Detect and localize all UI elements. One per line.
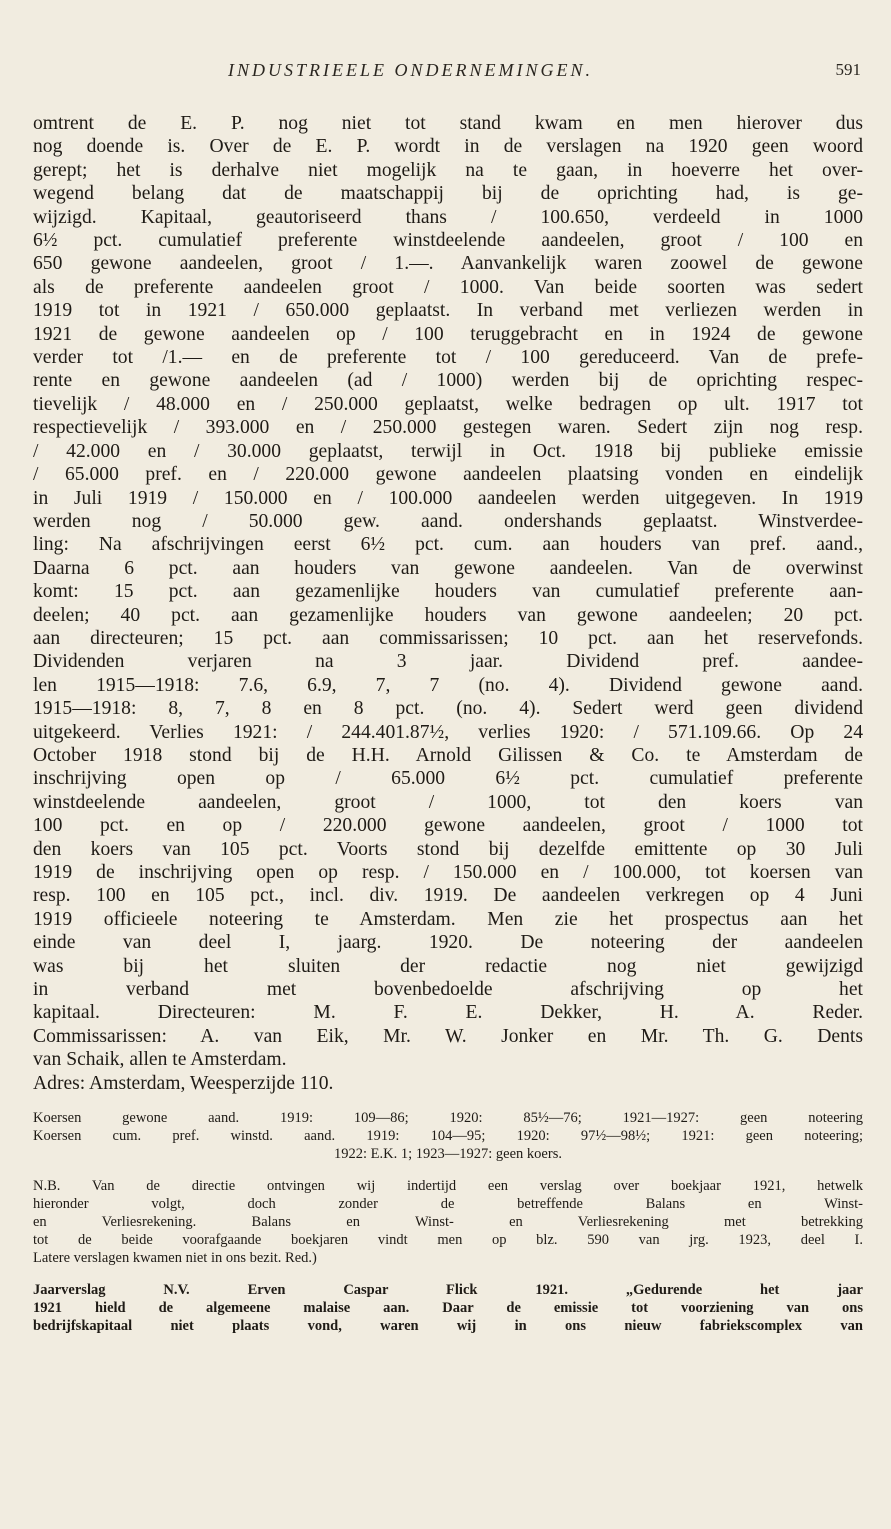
jaarverslag-line: bedrijfskapitaal niet plaats vond, waren wij in ons nieuw fabriekscomplex van — [33, 1318, 863, 1334]
running-title: INDUSTRIEELE ONDERNEMINGEN. — [228, 60, 593, 80]
body-line: len 1915—1918: 7.6, 6.9, 7, 7 (no. 4). Dividend gewone aand. — [33, 674, 863, 696]
body-line: in verband met bovenbedoelde afschrijving op het — [33, 979, 863, 1001]
body-line: 1919 officieele noteering te Amsterdam. Men zie het prospectus aan het — [33, 908, 863, 930]
body-line: October 1918 stond bij de H.H. Arnold Gilissen & Co. te Amsterdam de — [33, 744, 863, 766]
body-line: rente en gewone aandeelen (ad / 1000) werden bij de oprichting respec- — [33, 370, 863, 392]
body-line: inschrijving open op / 65.000 6½ pct. cumulatief preferente — [33, 768, 863, 790]
body-line: winstdeelende aandeelen, groot / 1000, tot den koers van — [33, 791, 863, 813]
body-line: aan directeuren; 15 pct. aan commissarissen; 10 pct. aan het reservefonds. — [33, 627, 863, 649]
body-line: wijzigd. Kapitaal, geautoriseerd thans / 100.650, verdeeld in 1000 — [33, 206, 863, 228]
body-line: van Schaik, allen te Amsterdam. — [33, 1049, 287, 1071]
body-line: Daarna 6 pct. aan houders van gewone aandeelen. Van de overwinst — [33, 557, 863, 579]
koersen-line: Koersen cum. pref. winstd. aand. 1919: 104—95; 1920: 97½—98½; 1921: geen noteering; — [33, 1128, 863, 1144]
koersen-line: Koersen gewone aand. 1919: 109—86; 1920: 85½—76; 1921—1927: geen noteering — [33, 1110, 863, 1126]
body-line: kapitaal. Directeuren: M. F. E. Dekker, H. A. Reder. — [33, 1002, 863, 1024]
body-line: einde van deel I, jaarg. 1920. De noteering der aandeelen — [33, 932, 863, 954]
body-line: / 65.000 pref. en / 220.000 gewone aandeelen plaatsing vonden en eindelijk — [33, 464, 863, 486]
body-line: werden nog / 50.000 gew. aand. ondershands geplaatst. Winstverdee- — [33, 510, 863, 532]
body-line: als de preferente aandeelen groot / 1000. Van beide soorten was sedert — [33, 276, 863, 298]
body-line: Dividenden verjaren na 3 jaar. Dividend pref. aandee- — [33, 651, 863, 673]
body-line: Adres: Amsterdam, Weesperzijde 110. — [33, 1072, 334, 1094]
body-line: / 42.000 en / 30.000 geplaatst, terwijl in Oct. 1918 bij publieke emissie — [33, 440, 863, 462]
body-line: 6½ pct. cumulatief preferente winstdeelende aandeelen, groot / 100 en — [33, 230, 863, 252]
nb-line: N.B. Van de directie ontvingen wij indertijd een verslag over boekjaar 1921, hetwelk — [33, 1178, 863, 1194]
jaarverslag-excerpt — [33, 1281, 863, 1335]
body-line: deelen; 40 pct. aan gezamenlijke houders van gewone aandeelen; 20 pct. — [33, 604, 863, 626]
koersen-section — [33, 1109, 863, 1163]
body-line: was bij het sluiten der redactie nog niet gewijzigd — [33, 955, 863, 977]
running-header — [0, 60, 891, 84]
body-line: respectievelijk / 393.000 en / 250.000 gestegen waren. Sedert zijn nog resp. — [33, 417, 863, 439]
koersen-line: 1922: E.K. 1; 1923—1927: geen koers. — [334, 1146, 562, 1162]
body-text — [33, 112, 863, 1095]
nb-line: hieronder volgt, doch zonder de betreffende Balans en Winst- — [33, 1196, 863, 1212]
jaarverslag-line: Jaarverslag N.V. Erven Caspar Flick 1921. „Gedurende het jaar — [33, 1282, 863, 1298]
nb-line: Latere verslagen kwamen niet in ons bezit. Red.) — [33, 1250, 317, 1266]
body-line: komt: 15 pct. aan gezamenlijke houders van cumulatief preferente aan- — [33, 581, 863, 603]
body-line: in Juli 1919 / 150.000 en / 100.000 aandeelen werden uitgegeven. In 1919 — [33, 487, 863, 509]
body-line: den koers van 105 pct. Voorts stond bij dezelfde emittente op 30 Juli — [33, 838, 863, 860]
jaarverslag-line: 1921 hield de algemeene malaise aan. Daar de emissie tot voorziening van ons — [33, 1300, 863, 1316]
body-line: 100 pct. en op / 220.000 gewone aandeelen, groot / 1000 tot — [33, 815, 863, 837]
body-line: omtrent de E. P. nog niet tot stand kwam en men hierover dus — [33, 113, 863, 134]
body-line: uitgekeerd. Verlies 1921: / 244.401.87½, verlies 1920: / 571.109.66. Op 24 — [33, 721, 863, 743]
body-line: 1915—1918: 8, 7, 8 en 8 pct. (no. 4). Sedert werd geen dividend — [33, 698, 863, 720]
nb-line: en Verliesrekening. Balans en Winst- en Verliesrekening met betrekking — [33, 1214, 863, 1230]
body-line: 650 gewone aandeelen, groot / 1.—. Aanvankelijk waren zoowel de gewone — [33, 253, 863, 275]
body-line: tievelijk / 48.000 en / 250.000 geplaatst, welke bedragen op ult. 1917 tot — [33, 393, 863, 415]
body-line: 1919 tot in 1921 / 650.000 geplaatst. In verband met verliezen werden in — [33, 300, 863, 322]
body-line: 1921 de gewone aandeelen op / 100 teruggebracht en in 1924 de gewone — [33, 323, 863, 345]
body-line: nog doende is. Over de E. P. wordt in de verslagen na 1920 geen woord — [33, 136, 863, 158]
nb-line: tot de beide voorafgaande boekjaren vindt men op blz. 590 van jrg. 1923, deel I. — [33, 1232, 863, 1248]
body-line: verder tot /1.— en de preferente tot / 100 gereduceerd. Van de prefe- — [33, 347, 863, 369]
nb-note — [33, 1177, 863, 1267]
page-number: 591 — [835, 60, 861, 79]
body-line: resp. 100 en 105 pct., incl. div. 1919. De aandeelen verkregen op 4 Juni — [33, 885, 863, 907]
body-line: wegend belang dat de maatschappij bij de oprichting had, is ge- — [33, 183, 863, 205]
body-line: ling: Na afschrijvingen eerst 6½ pct. cum. aan houders van pref. aand., — [33, 534, 863, 556]
body-line: 1919 de inschrijving open op resp. / 150.000 en / 100.000, tot koersen van — [33, 862, 863, 883]
body-line: Commissarissen: A. van Eik, Mr. W. Jonker en Mr. Th. G. Dents — [33, 1025, 863, 1047]
body-line: gerept; het is derhalve niet mogelijk na te gaan, in hoeverre het over- — [33, 159, 863, 181]
